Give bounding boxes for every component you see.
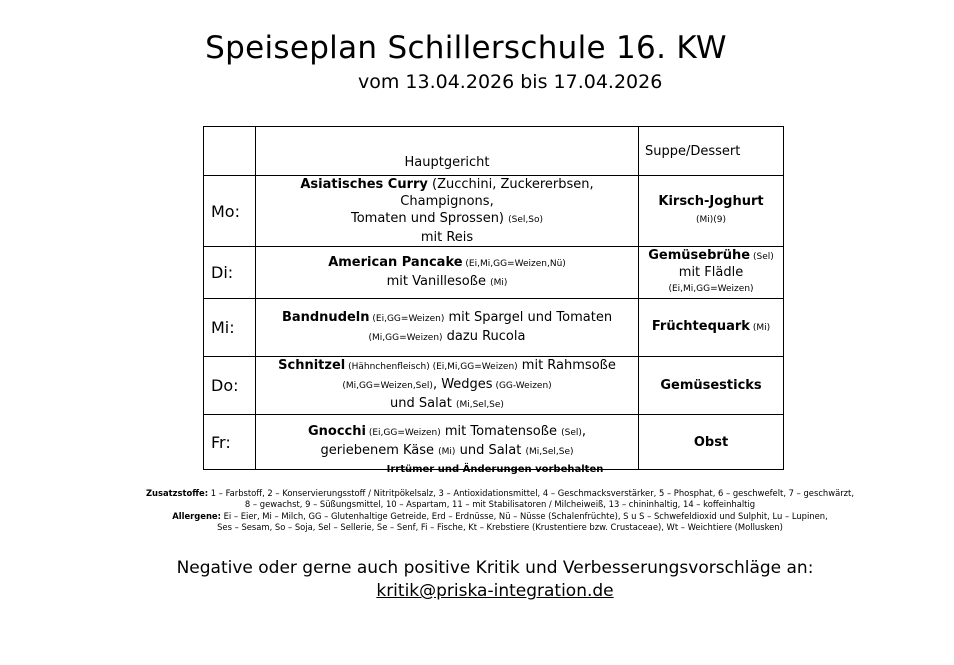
- dessert-name: Kirsch-Joghurt: [658, 194, 764, 209]
- page-title: Speiseplan Schillerschule 16. KW: [205, 30, 727, 66]
- main-dish: [256, 176, 639, 247]
- main-dish: [256, 415, 639, 470]
- allergens-text: Ses – Sesam, So – Soja, Sel – Sellerie, Se – Senf, Fi – Fische, Kt – Krebstiere (Krustentiere bzw. Crustaceae), Wt – Weichtiere (Mollusken): [217, 522, 783, 533]
- allergen-tag: (Mi,Sel,Se): [525, 447, 574, 457]
- dish-side: geriebenem Käse: [320, 443, 439, 458]
- additives-text: 1 – Farbstoff, 2 – Konservierungsstoff / Nitritpökelsalz, 3 – Antioxidationsmittel, 4 – Geschmacksverstärker, 5 – Phosphat, 6 – geschwefelt, 7 – geschwärzt,: [208, 488, 854, 498]
- day-label: Do:: [204, 357, 256, 415]
- side-dish: [639, 415, 784, 470]
- allergen-tag: (Mi): [490, 277, 508, 288]
- side-dish: [639, 247, 784, 299]
- dessert-name: Obst: [693, 434, 729, 450]
- dish-detail: Wedges: [441, 377, 493, 392]
- menu-table: [203, 126, 784, 470]
- allergen-tag: (Mi,Sel,Se): [455, 400, 504, 410]
- allergen-tag: (Hähnchenfleisch) (Ei,Mi,GG=Weizen): [345, 362, 518, 372]
- main-dish: [256, 299, 639, 357]
- allergen-tag: (Sel): [561, 428, 582, 438]
- allergens-text: Ei – Eier, Mi – Milch, GG – Glutenhaltige Getreide, Erd – Erdnüsse, Nü – Nüsse (Schalenfrüchte), S u S – Schwefeldioxid und Sulphit, Lu – Lupinen,: [220, 510, 828, 521]
- table-row-wednesday: [204, 299, 784, 357]
- allergen-tag: (Ei,Mi,GG=Weizen,Nü): [462, 258, 566, 269]
- column-header-main: Hauptgericht: [256, 127, 639, 176]
- day-label: Mo:: [204, 176, 256, 247]
- day-label: Fr:: [204, 415, 256, 470]
- table-row-thursday: [204, 357, 784, 415]
- dish-detail: (Zucchini, Zuckererbsen, Champignons,: [400, 177, 594, 209]
- soup-detail: mit Flädle: [678, 265, 744, 280]
- table-row-friday: [204, 415, 784, 470]
- side-dish: [639, 299, 784, 357]
- dish-detail: mit Tomatensoße: [440, 424, 562, 439]
- dish-side: und Salat: [390, 396, 456, 411]
- disclaimer-note: Irrtümer und Änderungen vorbehalten: [386, 464, 604, 475]
- dish-detail: mit Rahmsoße: [517, 358, 616, 373]
- dish-name: Gnocchi: [307, 424, 366, 439]
- side-dish: [639, 357, 784, 415]
- allergen-tag: (Sel): [750, 252, 774, 262]
- dessert-name: Früchtequark: [651, 319, 750, 334]
- day-label: Di:: [204, 247, 256, 299]
- allergen-tag: (GG-Weizen): [492, 381, 552, 391]
- allergen-tag: (Mi): [749, 323, 771, 333]
- column-header-side: Suppe/Dessert: [639, 127, 784, 176]
- dish-name: Schnitzel: [278, 358, 346, 373]
- feedback-email-link[interactable]: kritik@priska-integration.de: [376, 581, 614, 601]
- allergen-tag: (Ei,GG=Weizen): [369, 313, 445, 324]
- additives-text: 8 – gewachst, 9 – Süßungsmittel, 10 – Aspartam, 11 – mit Stabilisatoren / Milcheiweiß, 13 – chininhaltig, 14 – koffeinhaltig: [244, 499, 756, 510]
- allergen-tag: (Ei,GG=Weizen): [365, 428, 441, 438]
- dish-detail: Tomaten und Sprossen): [350, 211, 509, 226]
- dish-detail: mit Vanillesoße: [386, 273, 491, 289]
- dish-name: American Pancake: [328, 254, 463, 270]
- table-row-monday: [204, 176, 784, 247]
- dish-detail: mit Spargel und Tomaten: [444, 309, 613, 325]
- day-label: Mi:: [204, 299, 256, 357]
- allergen-tag: (Mi): [438, 447, 456, 457]
- feedback-text: Negative oder gerne auch positive Kritik und Verbesserungsvorschläge an:: [176, 558, 814, 578]
- dish-detail: ,: [581, 424, 587, 439]
- dish-detail: dazu Rucola: [442, 328, 526, 344]
- side-dish: [639, 176, 784, 247]
- dish-name: Asiatisches Curry: [300, 177, 428, 192]
- main-dish: [256, 247, 639, 299]
- header-empty-cell: [204, 127, 256, 176]
- soup-name: Gemüsebrühe: [648, 248, 751, 263]
- table-header-row: [204, 127, 784, 176]
- dish-side: und Salat: [455, 443, 526, 458]
- date-range: vom 13.04.2026 bis 17.04.2026: [358, 71, 663, 93]
- additives-label: Zusatzstoffe:: [145, 488, 209, 498]
- allergen-tag: (Mi,GG=Weizen): [368, 332, 443, 343]
- main-dish: [256, 357, 639, 415]
- table-row-tuesday: [204, 247, 784, 299]
- allergen-tag: (Mi)(9): [695, 215, 727, 225]
- allergens-label: Allergene:: [172, 510, 221, 521]
- dish-name: Bandnudeln: [281, 309, 370, 325]
- allergen-tag: (Ei,Mi,GG=Weizen): [668, 284, 754, 294]
- dish-detail: ,: [432, 377, 442, 392]
- dish-side: mit Reis: [420, 230, 474, 245]
- allergen-tag: (Mi,GG=Weizen,Sel): [342, 381, 433, 391]
- allergen-tag: (Sel,So): [508, 215, 543, 225]
- dessert-name: Gemüsesticks: [660, 378, 762, 393]
- additives-legend: [130, 488, 870, 534]
- feedback-section: [0, 557, 954, 603]
